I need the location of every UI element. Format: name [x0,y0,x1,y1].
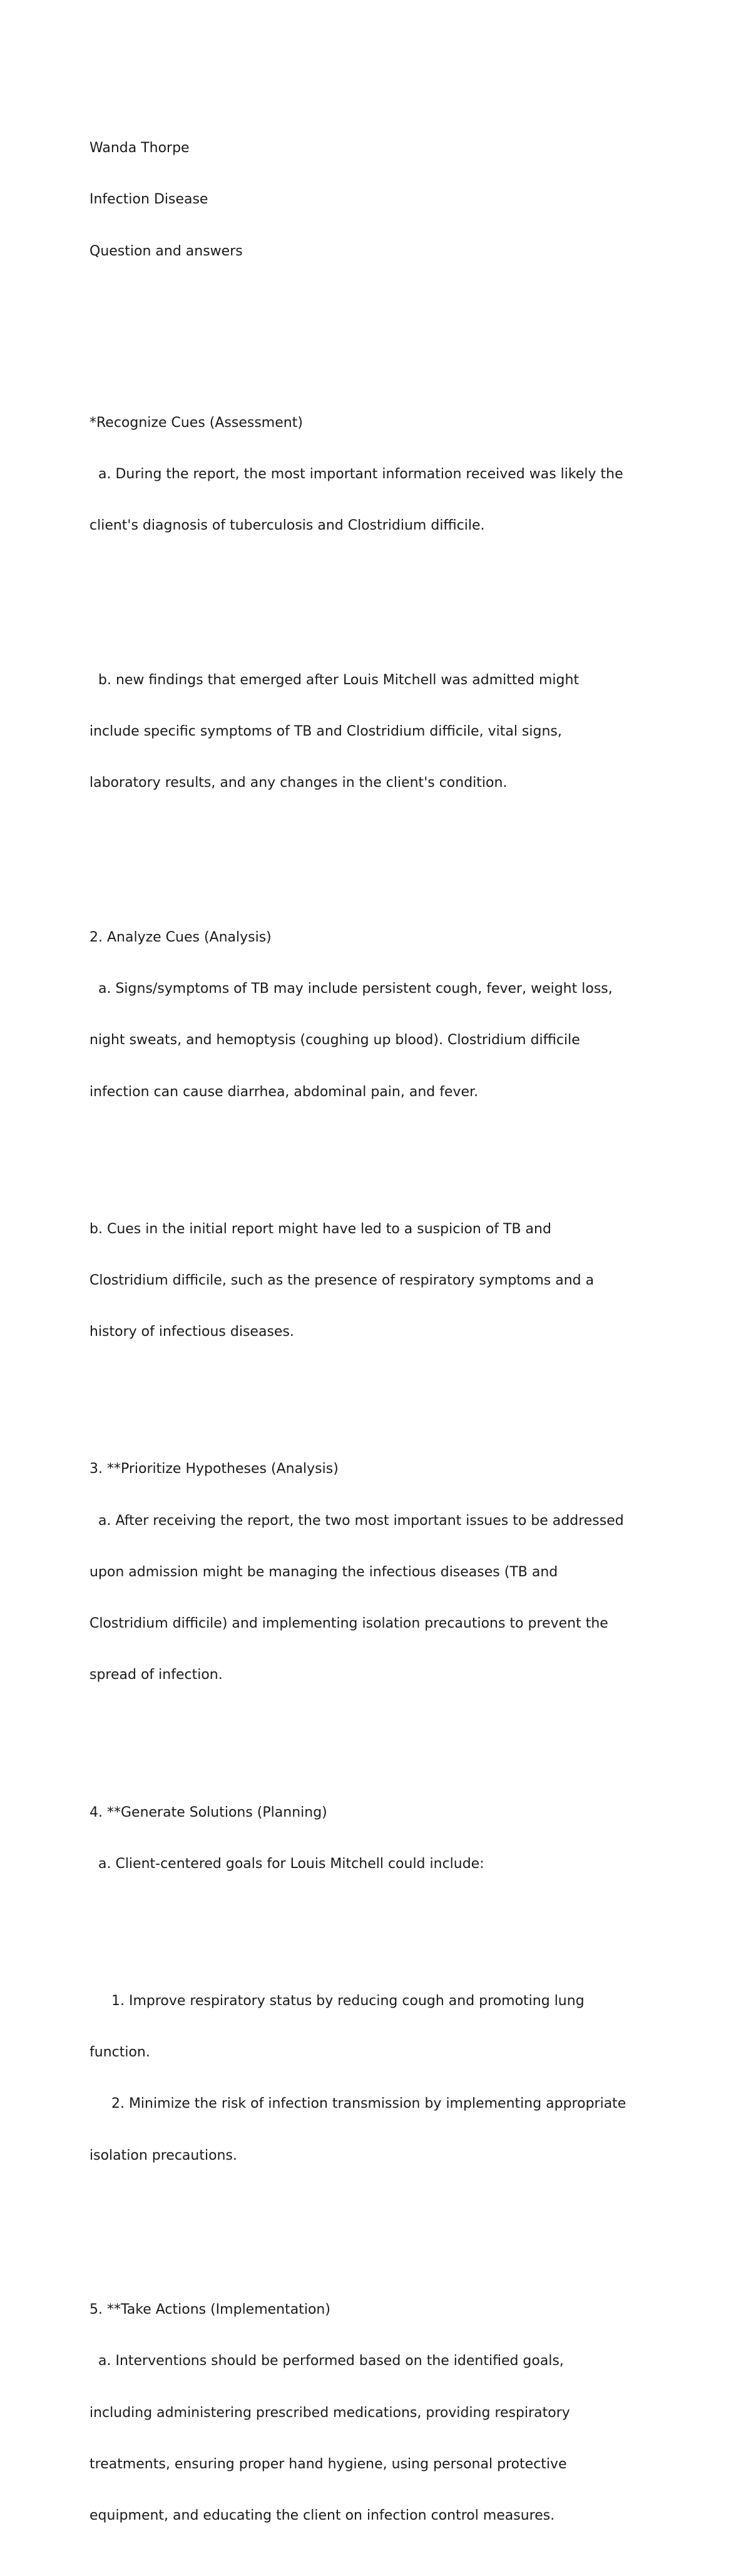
document-body [89,88,672,2576]
paragraph-line: a. Signs/symptoms of TB may include persistent cough, fever, weight loss, [89,981,613,997]
section-heading-recognize-cues: *Recognize Cues (Assessment) [89,414,303,431]
section-heading-analyze-cues: 2. Analyze Cues (Analysis) [89,929,272,945]
goal-item-1: 1. Improve respiratory status by reducing cough and promoting lung [89,1993,585,2009]
spacer [89,1392,672,1409]
spacer [89,586,672,620]
section-heading-prioritize-hypotheses: 3. **Prioritize Hypotheses (Analysis) [89,1461,339,1477]
paragraph-line: a. During the report, the most important information received was likely the [89,466,623,482]
paragraph-line: history of infectious diseases. [89,1324,294,1340]
spacer [89,311,672,362]
paragraph-line: a. After receiving the report, the two most important issues to be addressed [89,1512,624,1529]
section-heading-take-actions: 5. **Take Actions (Implementation) [89,2302,330,2318]
paragraph-line: a. Client-centered goals for Louis Mitchell could include: [89,1855,484,1872]
paragraph-line: night sweats, and hemoptysis (coughing up blood). Clostridium difficile [89,1032,580,1049]
paragraph-line: function. [89,2045,150,2061]
paragraph-line: isolation precautions. [89,2147,237,2163]
paragraph-line: laboratory results, and any changes in the client's condition. [89,775,508,791]
spacer [89,2215,672,2250]
paragraph-line: b. new findings that emerged after Louis Mitchell was admitted might [89,672,580,688]
paragraph-line: Clostridium difficile, such as the presence of respiratory symptoms and a [89,1272,595,1288]
document-subject: Infection Disease [89,192,208,208]
paragraph-line: including administering prescribed medications, providing respiratory [89,2404,570,2421]
paragraph-line: a. Interventions should be performed based on the identified goals, [89,2353,564,2369]
goal-item-2: 2. Minimize the risk of infection transmission by implementing appropriate [89,2096,626,2112]
paragraph-line: infection can cause diarrhea, abdominal pain, and fever. [89,1084,479,1100]
paragraph-line: spread of infection. [89,1667,223,1683]
paragraph-line: Clostridium difficile) and implementing isolation precautions to prevent the [89,1616,608,1632]
spacer [89,843,672,878]
paragraph-line: client's diagnosis of tuberculosis and Clostridium difficile. [89,518,485,534]
paragraph-line: treatments, ensuring proper hand hygiene, using personal protective [89,2456,567,2472]
document-type: Question and answers [89,243,243,259]
spacer [89,1152,672,1169]
paragraph-line: include specific symptoms of TB and Clostridium difficile, vital signs, [89,723,562,739]
paragraph-line: b. Cues in the initial report might have led to a suspicion of TB and [89,1221,551,1237]
spacer [89,1924,672,1941]
spacer [89,1735,672,1752]
paragraph-line: upon admission might be managing the infectious diseases (TB and [89,1564,558,1580]
author-name: Wanda Thorpe [89,140,190,157]
paragraph-line: equipment, and educating the client on infection control measures. [89,2508,555,2524]
section-heading-generate-solutions: 4. **Generate Solutions (Planning) [89,1804,327,1820]
